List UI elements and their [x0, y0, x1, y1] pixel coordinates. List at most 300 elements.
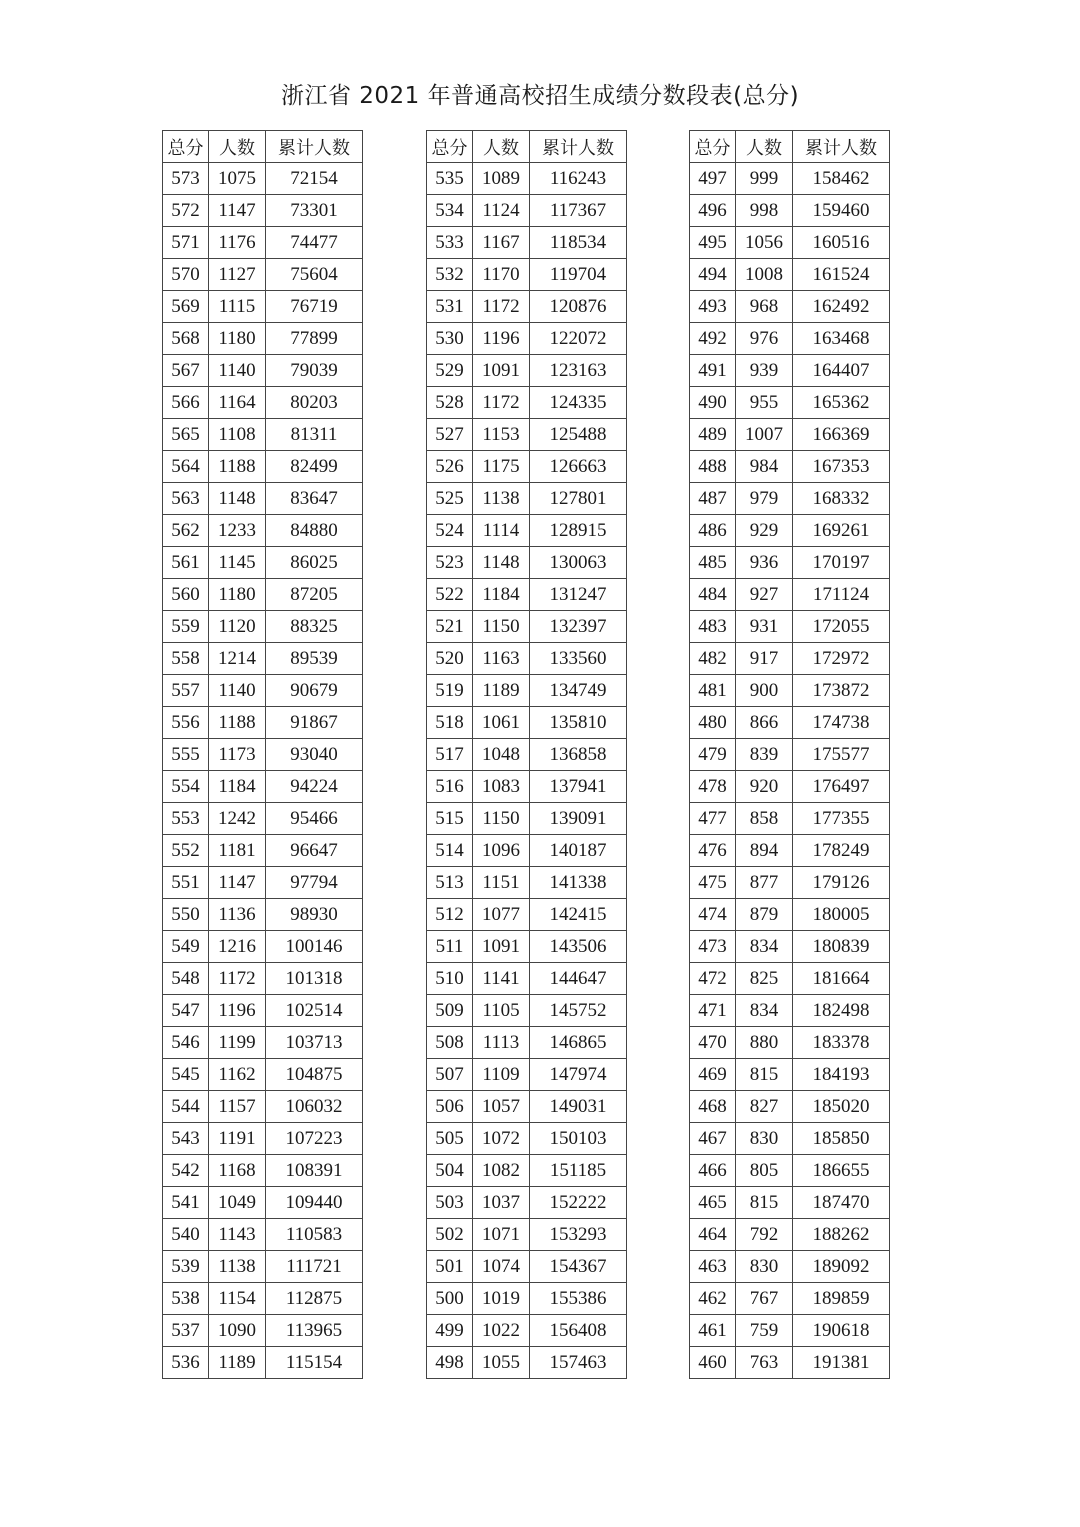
- cell-cumulative-count: 191381: [793, 1347, 890, 1379]
- cell-count: 1148: [209, 483, 266, 515]
- table-row: [690, 899, 890, 931]
- table-row: [427, 227, 627, 259]
- cell-total-score: 463: [690, 1251, 736, 1283]
- cell-cumulative-count: 188262: [793, 1219, 890, 1251]
- cell-total-score: 547: [163, 995, 209, 1027]
- table-row: [427, 707, 627, 739]
- table-row: [427, 387, 627, 419]
- cell-count: 1115: [209, 291, 266, 323]
- cell-cumulative-count: 155386: [530, 1283, 627, 1315]
- cell-total-score: 573: [163, 163, 209, 195]
- cell-total-score: 538: [163, 1283, 209, 1315]
- cell-count: 839: [736, 739, 793, 771]
- cell-cumulative-count: 168332: [793, 483, 890, 515]
- cell-count: 1109: [473, 1059, 530, 1091]
- score-table-2: [426, 130, 627, 1379]
- cell-cumulative-count: 112875: [266, 1283, 363, 1315]
- cell-count: 1091: [473, 931, 530, 963]
- cell-count: 1140: [209, 355, 266, 387]
- cell-count: 1153: [473, 419, 530, 451]
- table-row: [427, 579, 627, 611]
- cell-count: 830: [736, 1123, 793, 1155]
- cell-count: 1055: [473, 1347, 530, 1379]
- page-title: 浙江省 2021 年普通高校招生成绩分数段表(总分): [280, 83, 800, 109]
- cell-cumulative-count: 136858: [530, 739, 627, 771]
- cell-total-score: 478: [690, 771, 736, 803]
- cell-total-score: 533: [427, 227, 473, 259]
- cell-cumulative-count: 94224: [266, 771, 363, 803]
- table-row: [427, 515, 627, 547]
- cell-total-score: 535: [427, 163, 473, 195]
- cell-cumulative-count: 113965: [266, 1315, 363, 1347]
- cell-cumulative-count: 177355: [793, 803, 890, 835]
- table-row: [690, 803, 890, 835]
- cell-count: 1173: [209, 739, 266, 771]
- cell-cumulative-count: 98930: [266, 899, 363, 931]
- cell-total-score: 545: [163, 1059, 209, 1091]
- cell-count: 1147: [209, 867, 266, 899]
- cell-count: 1114: [473, 515, 530, 547]
- cell-count: 1199: [209, 1027, 266, 1059]
- cell-cumulative-count: 73301: [266, 195, 363, 227]
- table-row: [163, 1315, 363, 1347]
- cell-total-score: 466: [690, 1155, 736, 1187]
- cell-cumulative-count: 100146: [266, 931, 363, 963]
- cell-count: 1180: [209, 579, 266, 611]
- cell-count: 968: [736, 291, 793, 323]
- cell-total-score: 468: [690, 1091, 736, 1123]
- cell-cumulative-count: 79039: [266, 355, 363, 387]
- cell-cumulative-count: 118534: [530, 227, 627, 259]
- table-row: [690, 835, 890, 867]
- cell-total-score: 461: [690, 1315, 736, 1347]
- cell-total-score: 557: [163, 675, 209, 707]
- cell-cumulative-count: 128915: [530, 515, 627, 547]
- cell-total-score: 513: [427, 867, 473, 899]
- table-row: [163, 931, 363, 963]
- cell-total-score: 469: [690, 1059, 736, 1091]
- cell-cumulative-count: 123163: [530, 355, 627, 387]
- cell-cumulative-count: 119704: [530, 259, 627, 291]
- cell-total-score: 532: [427, 259, 473, 291]
- cell-cumulative-count: 159460: [793, 195, 890, 227]
- table-row: [427, 419, 627, 451]
- table-row: [427, 451, 627, 483]
- table-row: [427, 259, 627, 291]
- cell-count: 1191: [209, 1123, 266, 1155]
- cell-count: 1124: [473, 195, 530, 227]
- table-row: [427, 963, 627, 995]
- cell-count: 1150: [473, 803, 530, 835]
- cell-cumulative-count: 140187: [530, 835, 627, 867]
- table-row: [690, 1251, 890, 1283]
- cell-cumulative-count: 88325: [266, 611, 363, 643]
- table-row: [427, 1347, 627, 1379]
- cell-count: 1163: [473, 643, 530, 675]
- table-row: [163, 1155, 363, 1187]
- cell-cumulative-count: 83647: [266, 483, 363, 515]
- cell-cumulative-count: 106032: [266, 1091, 363, 1123]
- cell-total-score: 515: [427, 803, 473, 835]
- table-row: [690, 867, 890, 899]
- table-row: [163, 419, 363, 451]
- cell-count: 999: [736, 163, 793, 195]
- cell-cumulative-count: 153293: [530, 1219, 627, 1251]
- table-row: [163, 483, 363, 515]
- table-row: [163, 387, 363, 419]
- cell-total-score: 556: [163, 707, 209, 739]
- cell-cumulative-count: 179126: [793, 867, 890, 899]
- cell-count: 1049: [209, 1187, 266, 1219]
- cell-cumulative-count: 93040: [266, 739, 363, 771]
- cell-total-score: 472: [690, 963, 736, 995]
- cell-total-score: 554: [163, 771, 209, 803]
- cell-total-score: 485: [690, 547, 736, 579]
- cell-cumulative-count: 149031: [530, 1091, 627, 1123]
- cell-cumulative-count: 102514: [266, 995, 363, 1027]
- table-body: [690, 163, 890, 1379]
- cell-cumulative-count: 72154: [266, 163, 363, 195]
- cell-count: 1188: [209, 707, 266, 739]
- table-row: [690, 963, 890, 995]
- table-row: [690, 675, 890, 707]
- cell-cumulative-count: 97794: [266, 867, 363, 899]
- cell-cumulative-count: 76719: [266, 291, 363, 323]
- cell-count: 1090: [209, 1315, 266, 1347]
- table-row: [690, 739, 890, 771]
- cell-total-score: 498: [427, 1347, 473, 1379]
- cell-total-score: 572: [163, 195, 209, 227]
- cell-total-score: 520: [427, 643, 473, 675]
- cell-total-score: 544: [163, 1091, 209, 1123]
- table-row: [427, 195, 627, 227]
- table-row: [690, 1315, 890, 1347]
- cell-cumulative-count: 163468: [793, 323, 890, 355]
- cell-total-score: 559: [163, 611, 209, 643]
- table-row: [427, 771, 627, 803]
- cell-total-score: 510: [427, 963, 473, 995]
- table-row: [163, 1059, 363, 1091]
- cell-total-score: 505: [427, 1123, 473, 1155]
- cell-count: 927: [736, 579, 793, 611]
- cell-cumulative-count: 147974: [530, 1059, 627, 1091]
- cell-cumulative-count: 150103: [530, 1123, 627, 1155]
- table-row: [427, 931, 627, 963]
- cell-cumulative-count: 152222: [530, 1187, 627, 1219]
- cell-count: 1214: [209, 643, 266, 675]
- cell-total-score: 467: [690, 1123, 736, 1155]
- score-table-3: [689, 130, 890, 1379]
- cell-count: 984: [736, 451, 793, 483]
- table-row: [427, 1059, 627, 1091]
- cell-total-score: 521: [427, 611, 473, 643]
- cell-cumulative-count: 81311: [266, 419, 363, 451]
- cell-total-score: 474: [690, 899, 736, 931]
- cell-total-score: 548: [163, 963, 209, 995]
- cell-count: 1089: [473, 163, 530, 195]
- cell-count: 858: [736, 803, 793, 835]
- cell-cumulative-count: 170197: [793, 547, 890, 579]
- header-total-score: 总分: [427, 131, 473, 163]
- cell-total-score: 494: [690, 259, 736, 291]
- cell-cumulative-count: 135810: [530, 707, 627, 739]
- cell-count: 917: [736, 643, 793, 675]
- cell-count: 939: [736, 355, 793, 387]
- cell-total-score: 495: [690, 227, 736, 259]
- table-row: [690, 547, 890, 579]
- cell-total-score: 537: [163, 1315, 209, 1347]
- table-row: [163, 611, 363, 643]
- cell-count: 866: [736, 707, 793, 739]
- cell-total-score: 569: [163, 291, 209, 323]
- table-row: [690, 195, 890, 227]
- cell-total-score: 500: [427, 1283, 473, 1315]
- cell-count: 1008: [736, 259, 793, 291]
- cell-cumulative-count: 143506: [530, 931, 627, 963]
- table-row: [427, 611, 627, 643]
- table-row: [427, 355, 627, 387]
- table-row: [427, 323, 627, 355]
- cell-count: 1077: [473, 899, 530, 931]
- cell-count: 1057: [473, 1091, 530, 1123]
- table-row: [690, 515, 890, 547]
- cell-total-score: 555: [163, 739, 209, 771]
- cell-count: 1167: [473, 227, 530, 259]
- header-cumulative-count: 累计人数: [530, 131, 627, 163]
- cell-cumulative-count: 108391: [266, 1155, 363, 1187]
- cell-cumulative-count: 122072: [530, 323, 627, 355]
- cell-total-score: 571: [163, 227, 209, 259]
- cell-total-score: 514: [427, 835, 473, 867]
- table-row: [690, 1059, 890, 1091]
- cell-total-score: 491: [690, 355, 736, 387]
- table-row: [163, 707, 363, 739]
- cell-count: 1140: [209, 675, 266, 707]
- cell-count: 1120: [209, 611, 266, 643]
- cell-total-score: 512: [427, 899, 473, 931]
- cell-count: 955: [736, 387, 793, 419]
- cell-count: 1216: [209, 931, 266, 963]
- cell-cumulative-count: 178249: [793, 835, 890, 867]
- cell-total-score: 470: [690, 1027, 736, 1059]
- table-row: [427, 1123, 627, 1155]
- table-row: [427, 739, 627, 771]
- cell-cumulative-count: 132397: [530, 611, 627, 643]
- cell-cumulative-count: 175577: [793, 739, 890, 771]
- cell-cumulative-count: 131247: [530, 579, 627, 611]
- cell-total-score: 476: [690, 835, 736, 867]
- cell-cumulative-count: 151185: [530, 1155, 627, 1187]
- cell-count: 1145: [209, 547, 266, 579]
- cell-cumulative-count: 130063: [530, 547, 627, 579]
- cell-cumulative-count: 109440: [266, 1187, 363, 1219]
- cell-cumulative-count: 110583: [266, 1219, 363, 1251]
- table-row: [163, 195, 363, 227]
- cell-cumulative-count: 173872: [793, 675, 890, 707]
- cell-cumulative-count: 139091: [530, 803, 627, 835]
- table-row: [163, 163, 363, 195]
- cell-count: 900: [736, 675, 793, 707]
- cell-cumulative-count: 101318: [266, 963, 363, 995]
- table-row: [690, 1091, 890, 1123]
- cell-count: 1175: [473, 451, 530, 483]
- cell-count: 879: [736, 899, 793, 931]
- table-row: [163, 291, 363, 323]
- cell-total-score: 530: [427, 323, 473, 355]
- cell-cumulative-count: 77899: [266, 323, 363, 355]
- table-row: [163, 803, 363, 835]
- cell-count: 1189: [209, 1347, 266, 1379]
- cell-count: 1096: [473, 835, 530, 867]
- table-row: [427, 1283, 627, 1315]
- cell-cumulative-count: 181664: [793, 963, 890, 995]
- table-row: [163, 675, 363, 707]
- cell-count: 759: [736, 1315, 793, 1347]
- table-row: [163, 515, 363, 547]
- cell-total-score: 464: [690, 1219, 736, 1251]
- cell-cumulative-count: 117367: [530, 195, 627, 227]
- cell-cumulative-count: 171124: [793, 579, 890, 611]
- cell-total-score: 496: [690, 195, 736, 227]
- cell-cumulative-count: 89539: [266, 643, 363, 675]
- cell-count: 1105: [473, 995, 530, 1027]
- cell-total-score: 541: [163, 1187, 209, 1219]
- cell-total-score: 566: [163, 387, 209, 419]
- table-row: [427, 835, 627, 867]
- table-row: [427, 547, 627, 579]
- table-row: [690, 995, 890, 1027]
- header-count: 人数: [209, 131, 266, 163]
- header-cumulative-count: 累计人数: [266, 131, 363, 163]
- cell-count: 1056: [736, 227, 793, 259]
- cell-count: 1091: [473, 355, 530, 387]
- cell-count: 1154: [209, 1283, 266, 1315]
- table-header-row: [690, 131, 890, 163]
- cell-total-score: 542: [163, 1155, 209, 1187]
- cell-cumulative-count: 165362: [793, 387, 890, 419]
- table-row: [163, 867, 363, 899]
- cell-count: 1151: [473, 867, 530, 899]
- cell-count: 1196: [209, 995, 266, 1027]
- table-row: [163, 259, 363, 291]
- table-row: [690, 579, 890, 611]
- cell-count: 834: [736, 995, 793, 1027]
- cell-cumulative-count: 166369: [793, 419, 890, 451]
- table-row: [163, 1123, 363, 1155]
- cell-count: 1189: [473, 675, 530, 707]
- header-total-score: 总分: [690, 131, 736, 163]
- cell-count: 976: [736, 323, 793, 355]
- cell-count: 1022: [473, 1315, 530, 1347]
- cell-cumulative-count: 174738: [793, 707, 890, 739]
- table-row: [163, 227, 363, 259]
- cell-cumulative-count: 157463: [530, 1347, 627, 1379]
- cell-total-score: 568: [163, 323, 209, 355]
- cell-cumulative-count: 185850: [793, 1123, 890, 1155]
- cell-cumulative-count: 146865: [530, 1027, 627, 1059]
- cell-cumulative-count: 162492: [793, 291, 890, 323]
- table-row: [163, 547, 363, 579]
- cell-count: 1196: [473, 323, 530, 355]
- cell-count: 792: [736, 1219, 793, 1251]
- cell-count: 1188: [209, 451, 266, 483]
- table-body: [163, 163, 363, 1379]
- cell-total-score: 508: [427, 1027, 473, 1059]
- table-row: [690, 1347, 890, 1379]
- table-row: [690, 1123, 890, 1155]
- cell-count: 1007: [736, 419, 793, 451]
- cell-total-score: 567: [163, 355, 209, 387]
- table-row: [163, 1251, 363, 1283]
- cell-count: 936: [736, 547, 793, 579]
- cell-total-score: 481: [690, 675, 736, 707]
- cell-count: 825: [736, 963, 793, 995]
- cell-total-score: 531: [427, 291, 473, 323]
- table-row: [690, 1155, 890, 1187]
- cell-total-score: 490: [690, 387, 736, 419]
- cell-total-score: 549: [163, 931, 209, 963]
- cell-total-score: 489: [690, 419, 736, 451]
- table-row: [690, 227, 890, 259]
- cell-total-score: 539: [163, 1251, 209, 1283]
- cell-cumulative-count: 145752: [530, 995, 627, 1027]
- cell-count: 815: [736, 1187, 793, 1219]
- cell-total-score: 525: [427, 483, 473, 515]
- cell-count: 830: [736, 1251, 793, 1283]
- table-row: [427, 1187, 627, 1219]
- cell-total-score: 503: [427, 1187, 473, 1219]
- cell-count: 1233: [209, 515, 266, 547]
- cell-total-score: 523: [427, 547, 473, 579]
- table-row: [690, 1027, 890, 1059]
- table-body: [427, 163, 627, 1379]
- table-row: [690, 451, 890, 483]
- cell-total-score: 562: [163, 515, 209, 547]
- table-row: [427, 483, 627, 515]
- table-row: [690, 611, 890, 643]
- cell-cumulative-count: 144647: [530, 963, 627, 995]
- table-row: [163, 835, 363, 867]
- cell-total-score: 526: [427, 451, 473, 483]
- table-row: [690, 483, 890, 515]
- cell-total-score: 550: [163, 899, 209, 931]
- table-row: [690, 163, 890, 195]
- cell-cumulative-count: 125488: [530, 419, 627, 451]
- table-row: [690, 707, 890, 739]
- cell-count: 827: [736, 1091, 793, 1123]
- cell-count: 1184: [473, 579, 530, 611]
- cell-cumulative-count: 141338: [530, 867, 627, 899]
- cell-total-score: 501: [427, 1251, 473, 1283]
- table-row: [690, 1219, 890, 1251]
- table-row: [163, 1219, 363, 1251]
- cell-total-score: 486: [690, 515, 736, 547]
- cell-count: 1108: [209, 419, 266, 451]
- cell-cumulative-count: 82499: [266, 451, 363, 483]
- table-row: [163, 899, 363, 931]
- cell-total-score: 561: [163, 547, 209, 579]
- cell-cumulative-count: 187470: [793, 1187, 890, 1219]
- cell-total-score: 563: [163, 483, 209, 515]
- cell-total-score: 529: [427, 355, 473, 387]
- cell-count: 1061: [473, 707, 530, 739]
- cell-cumulative-count: 86025: [266, 547, 363, 579]
- table-row: [427, 163, 627, 195]
- table-row: [427, 643, 627, 675]
- header-total-score: 总分: [163, 131, 209, 163]
- table-row: [427, 1091, 627, 1123]
- cell-total-score: 546: [163, 1027, 209, 1059]
